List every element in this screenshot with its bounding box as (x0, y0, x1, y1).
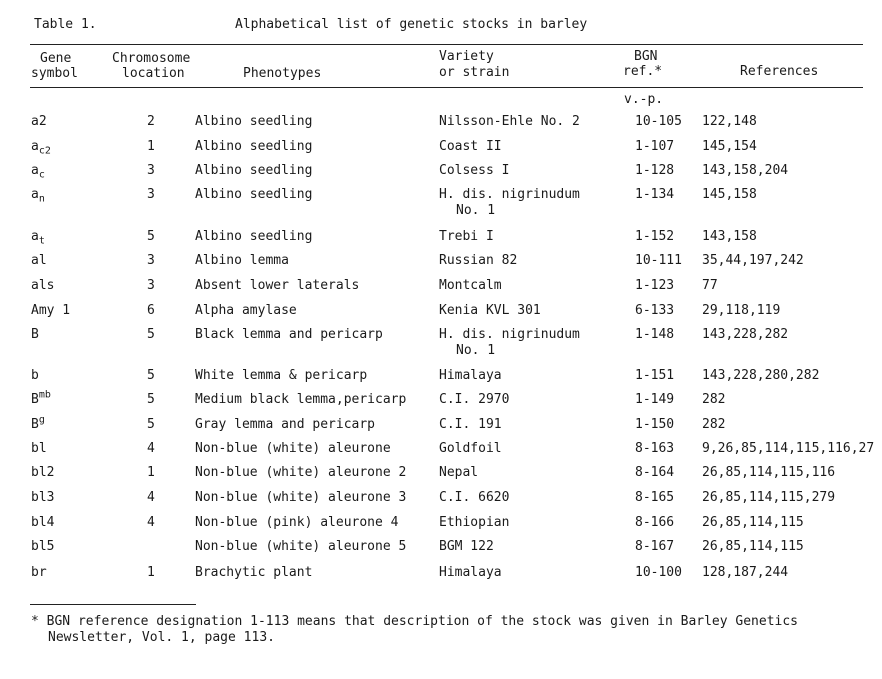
variety: H. dis. nigrinudum (439, 327, 580, 342)
gene-symbol-base: b (31, 368, 39, 383)
references: 29,118,119 (702, 303, 781, 318)
bgn-ref: 10-111 (635, 253, 682, 268)
bgn-ref: 1-128 (635, 163, 675, 178)
gene-symbol-superscript: g (38, 414, 45, 426)
gene-symbol (31, 278, 54, 294)
variety: Coast II (439, 139, 502, 154)
chromosome-location: 5 (147, 417, 155, 432)
variety: Colsess I (439, 163, 510, 178)
gene-symbol (31, 515, 54, 531)
table-label: Table 1. (34, 17, 97, 32)
references: 26,85,114,115,116 (702, 465, 836, 480)
phenotype: Albino seedling (195, 114, 313, 129)
gene-symbol-base: a (31, 139, 39, 154)
references: 282 (702, 392, 726, 407)
header-bgn-line2: ref.* (623, 64, 663, 79)
chromosome-location: 6 (147, 303, 155, 318)
gene-symbol-base: br (31, 565, 47, 580)
phenotype: White lemma & pericarp (195, 368, 368, 383)
chromosome-location: 4 (147, 441, 155, 456)
chromosome-location: 1 (147, 139, 155, 154)
gene-symbol-base: a (31, 187, 39, 202)
variety: Himalaya (439, 368, 502, 383)
references: 77 (702, 278, 718, 293)
gene-symbol-base: a (31, 229, 39, 244)
chromosome-location: 3 (147, 187, 155, 202)
chromosome-location: 5 (147, 327, 155, 342)
references: 128,187,244 (702, 565, 789, 580)
gene-symbol (31, 465, 54, 481)
phenotype: Non-blue (white) aleurone 2 (195, 465, 407, 480)
references: 35,44,197,242 (702, 253, 804, 268)
gene-symbol-superscript: mb (38, 389, 51, 401)
bgn-ref: 1-134 (635, 187, 675, 202)
bgn-ref: 10-100 (635, 565, 682, 580)
gene-symbol-base: als (31, 278, 55, 293)
gene-symbol (31, 414, 45, 433)
header-bgn-line1: BGN (634, 49, 658, 64)
bgn-ref: 1-148 (635, 327, 675, 342)
references: 26,85,114,115,279 (702, 490, 836, 505)
gene-symbol-base: bl2 (31, 465, 55, 480)
variety: BGM 122 (439, 539, 494, 554)
gene-symbol-base: bl3 (31, 490, 55, 505)
header-gene-line2: symbol (31, 66, 78, 81)
gene-symbol (31, 303, 70, 319)
variety: Ethiopian (439, 515, 510, 530)
gene-symbol (31, 490, 54, 506)
gene-symbol-subscript: c (38, 169, 45, 181)
chromosome-location: 5 (147, 368, 155, 383)
gene-symbol-subscript: n (38, 193, 45, 205)
phenotype: Non-blue (pink) aleurone 4 (195, 515, 399, 530)
gene-symbol (31, 539, 54, 555)
footnote-rule (30, 604, 196, 605)
phenotype: Albino seedling (195, 139, 313, 154)
phenotype: Albino lemma (195, 253, 289, 268)
header-phenotypes: Phenotypes (243, 66, 322, 81)
gene-symbol-base: al (31, 253, 47, 268)
header-variety-line1: Variety (439, 49, 494, 64)
bgn-ref: 8-167 (635, 539, 675, 554)
variety: Nilsson-Ehle No. 2 (439, 114, 580, 129)
gene-symbol-base: Amy 1 (31, 303, 71, 318)
chromosome-location: 3 (147, 253, 155, 268)
phenotype: Albino seedling (195, 187, 313, 202)
chromosome-location: 1 (147, 465, 155, 480)
bgn-ref: 8-163 (635, 441, 675, 456)
phenotype: Absent lower laterals (195, 278, 360, 293)
chromosome-location: 5 (147, 392, 155, 407)
chromosome-location: 3 (147, 278, 155, 293)
header-variety-line2: or strain (439, 65, 510, 80)
phenotype: Black lemma and pericarp (195, 327, 383, 342)
references: 145,158 (702, 187, 757, 202)
gene-symbol-base: B (31, 392, 39, 407)
bgn-ref: 1-150 (635, 417, 675, 432)
chromosome-location: 4 (147, 515, 155, 530)
phenotype: Albino seedling (195, 163, 313, 178)
variety: C.I. 2970 (439, 392, 510, 407)
chromosome-location: 5 (147, 229, 155, 244)
gene-symbol (31, 187, 45, 203)
gene-symbol-base: bl4 (31, 515, 55, 530)
gene-symbol-base: a2 (31, 114, 47, 129)
variety: C.I. 6620 (439, 490, 510, 505)
gene-symbol (31, 327, 39, 343)
variety: C.I. 191 (439, 417, 502, 432)
references: 143,228,282 (702, 327, 789, 342)
phenotype: Brachytic plant (195, 565, 313, 580)
bgn-ref: 1-151 (635, 368, 675, 383)
gene-symbol (31, 229, 45, 245)
bgn-ref: 1-152 (635, 229, 675, 244)
gene-symbol (31, 389, 51, 408)
header-bottom-rule (30, 87, 863, 88)
references: 26,85,114,115 (702, 539, 804, 554)
gene-symbol-base: a (31, 163, 39, 178)
footnote-line2: Newsletter, Vol. 1, page 113. (48, 630, 275, 645)
phenotype: Albino seedling (195, 229, 313, 244)
variety: Kenia KVL 301 (439, 303, 541, 318)
gene-symbol (31, 163, 45, 179)
chromosome-location: 3 (147, 163, 155, 178)
gene-symbol-base: bl (31, 441, 47, 456)
phenotype: Gray lemma and pericarp (195, 417, 376, 432)
phenotype: Medium black lemma,pericarp (195, 392, 407, 407)
gene-symbol (31, 253, 47, 269)
header-references: References (740, 64, 819, 79)
phenotype: Non-blue (white) aleurone 5 (195, 539, 407, 554)
variety: Trebi I (439, 229, 494, 244)
variety: Goldfoil (439, 441, 502, 456)
references: 122,148 (702, 114, 757, 129)
gene-symbol (31, 139, 51, 155)
chromosome-location: 1 (147, 565, 155, 580)
phenotype: Alpha amylase (195, 303, 297, 318)
footnote-line1: * BGN reference designation 1-113 means that description of the stock was given in Barley Genetics (31, 614, 799, 629)
phenotype: Non-blue (white) aleurone 3 (195, 490, 407, 505)
gene-symbol (31, 441, 47, 457)
variety: Russian 82 (439, 253, 518, 268)
references: 143,158,204 (702, 163, 789, 178)
bgn-ref: 1-107 (635, 139, 675, 154)
bgn-ref: 8-164 (635, 465, 675, 480)
variety: Nepal (439, 465, 479, 480)
gene-symbol-base: B (31, 417, 39, 432)
table-title: Alphabetical list of genetic stocks in barley (235, 17, 588, 32)
gene-symbol (31, 565, 47, 581)
gene-symbol (31, 114, 47, 130)
bgn-ref: 8-166 (635, 515, 675, 530)
chromosome-location: 4 (147, 490, 155, 505)
chromosome-location: 2 (147, 114, 155, 129)
header-vp-note: v.-p. (624, 92, 664, 107)
references: 143,228,280,282 (702, 368, 820, 383)
variety: Himalaya (439, 565, 502, 580)
variety-continuation: No. 1 (456, 343, 496, 358)
references: 282 (702, 417, 726, 432)
references: 145,154 (702, 139, 757, 154)
gene-symbol-subscript: t (38, 235, 45, 247)
gene-symbol (31, 368, 39, 384)
bgn-ref: 1-123 (635, 278, 675, 293)
bgn-ref: 8-165 (635, 490, 675, 505)
gene-symbol-base: bl5 (31, 539, 55, 554)
header-top-rule (30, 44, 863, 45)
gene-symbol-subscript: c2 (38, 145, 51, 157)
references: 26,85,114,115 (702, 515, 804, 530)
header-gene-line1: Gene (40, 51, 72, 66)
bgn-ref: 1-149 (635, 392, 675, 407)
header-chromosome-line1: Chromosome (112, 51, 191, 66)
variety: H. dis. nigrinudum (439, 187, 580, 202)
references: 143,158 (702, 229, 757, 244)
variety-continuation: No. 1 (456, 203, 496, 218)
variety: Montcalm (439, 278, 502, 293)
bgn-ref: 10-105 (635, 114, 682, 129)
bgn-ref: 6-133 (635, 303, 675, 318)
gene-symbol-base: B (31, 327, 39, 342)
phenotype: Non-blue (white) aleurone (195, 441, 391, 456)
header-chromosome-line2: location (122, 66, 185, 81)
references: 9,26,85,114,115,116,27 (702, 441, 875, 456)
